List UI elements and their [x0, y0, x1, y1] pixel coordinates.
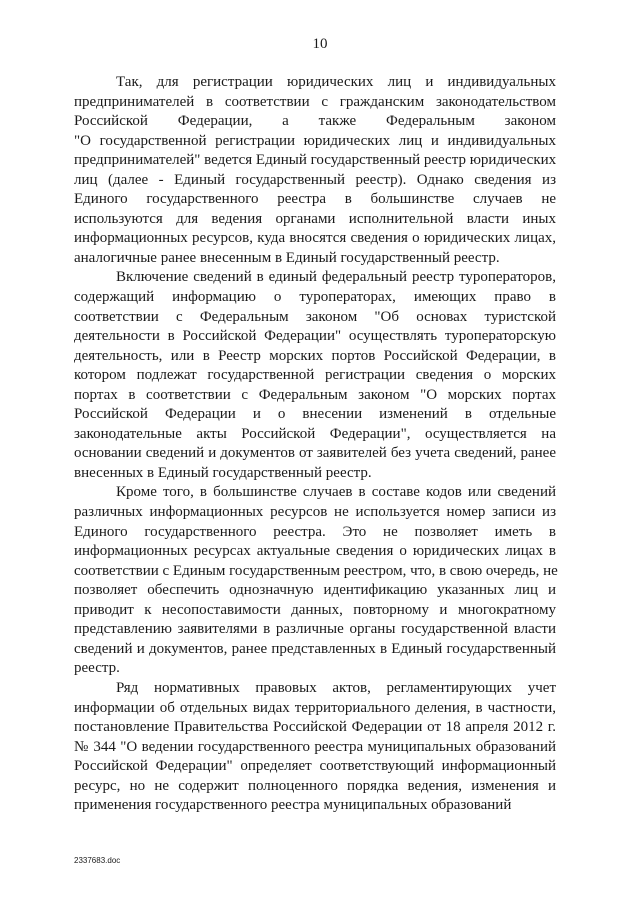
text-line: законодательные акты Российской Федерации", осуществляется на — [74, 425, 556, 442]
text-line: лиц (далее - Единый государственный реестр). Однако сведения из — [74, 171, 556, 188]
text-line: позволяет обеспечить однозначную идентификацию указанных лиц и — [74, 582, 556, 599]
text-line: Единого государственного реестра. Это не позволяет иметь в — [74, 523, 556, 540]
text-line: Единого государственного реестра в большинстве случаев не — [74, 191, 556, 208]
page-number: 10 — [312, 36, 328, 52]
text-line: портах в соответствии с Федеральным законом "О морских портах — [74, 386, 556, 403]
text-line: соответствии с Единым государственным реестром, что, в свою очередь, не — [74, 562, 558, 579]
paragraph — [74, 679, 556, 816]
text-line: № 344 "О ведении государственного реестра муниципальных образований — [74, 738, 556, 755]
document-filename: 2337683.doc — [74, 856, 121, 865]
paragraph — [74, 268, 556, 483]
text-line: Российской Федерации, а также Федеральным законом — [74, 113, 556, 130]
text-line: деятельность, или в Реестр морских портов Российской Федерации, в — [74, 347, 556, 364]
text-line: Так, для регистрации юридических лиц и индивидуальных — [116, 74, 556, 90]
text-line: деятельности в Российской Федерации" осуществлять туроператорскую — [74, 328, 556, 345]
text-line: Включение сведений в единый федеральный реестр туроператоров, — [116, 269, 556, 286]
text-line: Кроме того, в большинстве случаев в составе кодов или сведений — [116, 484, 556, 501]
text-line: реестр. — [74, 660, 120, 677]
text-line: различных информационных ресурсов не используется номер записи из — [74, 504, 556, 521]
text-line: Ряд нормативных правовых актов, регламентирующих учет — [116, 679, 556, 696]
paragraph — [74, 483, 556, 678]
text-line: сведений и документов, ранее представленных в Единый государственный — [74, 640, 556, 657]
text-line: информационных ресурсов, куда вносятся сведения о юридических лицах, — [74, 230, 556, 247]
document-body — [74, 73, 556, 816]
text-line: "О государственной регистрации юридических лиц и индивидуальных — [74, 132, 556, 149]
text-line: Российской Федерации" определяет соответствующий информационный — [74, 758, 556, 775]
text-line: используются для ведения органами исполнительной власти иных — [74, 210, 556, 227]
text-line: применения государственного реестра муниципальных образований — [74, 797, 512, 814]
text-line: постановление Правительства Российской Федерации от 18 апреля 2012 г. — [74, 719, 556, 736]
text-line: информационных ресурсах актуальные сведения о юридических лицах в — [74, 543, 556, 560]
text-line: информации об отдельных видах территориального деления, в частности, — [74, 699, 556, 716]
text-line: котором подлежат государственной регистрации сведения о морских — [74, 367, 556, 384]
text-line: аналогичные ранее внесенным в Единый государственный реестр. — [74, 249, 500, 266]
text-line: Российской Федерации и о внесении изменений в отдельные — [74, 406, 556, 423]
text-line: представлению заявителями в различные органы государственной власти — [74, 621, 556, 638]
text-line: ресурс, но не содержит полноценного порядка ведения, изменения и — [74, 777, 556, 794]
text-line: содержащий информацию о туроператорах, имеющих право в — [74, 289, 556, 306]
text-line: основании сведений и документов от заявителей без учета сведений, ранее — [74, 445, 556, 462]
text-line: соответствии с Федеральным законом "Об основах туристской — [74, 308, 556, 325]
text-line: внесенных в Единый государственный реестр. — [74, 464, 372, 481]
text-line: приводит к несопоставимости данных, повторному и многократному — [74, 601, 556, 618]
text-line: предпринимателей в соответствии с гражданским законодательством — [74, 93, 556, 110]
paragraph — [74, 73, 556, 268]
text-line: предпринимателей" ведется Единый государственный реестр юридических — [74, 152, 557, 169]
